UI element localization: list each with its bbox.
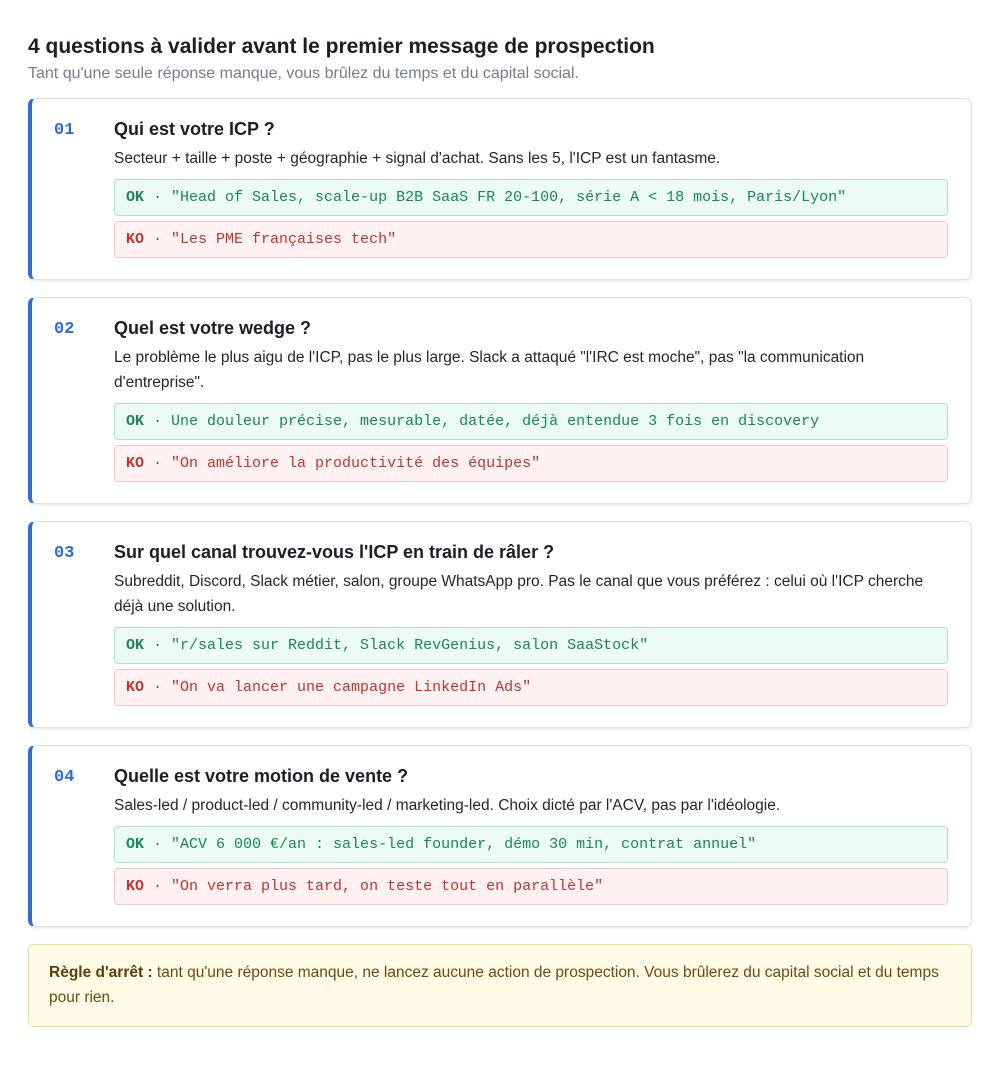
question-description: Le problème le plus aigu de l'ICP, pas le plus large. Slack a attaqué "l'IRC est moche", pas "la communication d'entreprise". <box>114 349 865 391</box>
ko-example-text: "On va lancer une campagne LinkedIn Ads" <box>171 679 532 696</box>
question-number: 01 <box>54 121 75 140</box>
ok-example-text: Une douleur précise, mesurable, datée, déjà entendue 3 fois en discovery <box>171 413 820 430</box>
question-card-02 <box>28 297 972 504</box>
separator: · <box>144 637 172 654</box>
question-description: Subreddit, Discord, Slack métier, salon, groupe WhatsApp pro. Pas le canal que vous préférez : celui où l'ICP cherche déjà une solution. <box>114 573 924 615</box>
stop-rule-label: Règle d'arrêt : <box>49 964 153 981</box>
separator: · <box>144 836 172 853</box>
separator: · <box>144 679 172 696</box>
ok-example <box>114 826 948 863</box>
question-card-04 <box>28 745 972 927</box>
ko-label: KO <box>126 455 145 472</box>
ko-label: KO <box>126 679 145 696</box>
separator: · <box>144 231 172 248</box>
question-card-03 <box>28 521 972 728</box>
separator: · <box>144 413 172 430</box>
ko-example-text: "On verra plus tard, on teste tout en parallèle" <box>171 878 604 895</box>
question-card-01 <box>28 98 972 280</box>
ok-example-text: "r/sales sur Reddit, Slack RevGenius, salon SaaStock" <box>171 637 649 654</box>
separator: · <box>144 455 172 472</box>
question-number: 02 <box>54 320 75 339</box>
ko-example <box>114 445 948 482</box>
ko-example <box>114 868 948 905</box>
ok-example-text: "Head of Sales, scale-up B2B SaaS FR 20-100, série A < 18 mois, Paris/Lyon" <box>171 189 847 206</box>
question-title: Quelle est votre motion de vente ? <box>114 766 409 786</box>
ok-label: OK <box>126 189 145 206</box>
ok-label: OK <box>126 836 145 853</box>
question-description: Secteur + taille + poste + géographie + signal d'achat. Sans les 5, l'ICP est un fantasme. <box>114 150 721 167</box>
page-subtitle: Tant qu'une seule réponse manque, vous brûlez du temps et du capital social. <box>28 65 579 82</box>
ok-label: OK <box>126 637 145 654</box>
question-title: Qui est votre ICP ? <box>114 119 275 139</box>
ok-example-text: "ACV 6 000 €/an : sales-led founder, démo 30 min, contrat annuel" <box>171 836 757 853</box>
question-number: 04 <box>54 768 75 787</box>
ko-example <box>114 669 948 706</box>
ok-example <box>114 627 948 664</box>
question-number: 03 <box>54 544 75 563</box>
page <box>28 34 972 1027</box>
question-description: Sales-led / product-led / community-led / marketing-led. Choix dicté par l'ACV, pas par l'idéologie. <box>114 797 781 814</box>
ko-label: KO <box>126 231 145 248</box>
ok-label: OK <box>126 413 145 430</box>
ok-example <box>114 403 948 440</box>
stop-rule-text: tant qu'une réponse manque, ne lancez aucune action de prospection. Vous brûlerez du capital social et du temps pour rien. <box>49 964 939 1006</box>
ko-label: KO <box>126 878 145 895</box>
ko-example-text: "On améliore la productivité des équipes" <box>171 455 541 472</box>
separator: · <box>144 878 172 895</box>
question-list <box>28 98 972 927</box>
ko-example <box>114 221 948 258</box>
stop-rule-callout <box>28 944 972 1027</box>
separator: · <box>144 189 172 206</box>
question-title: Quel est votre wedge ? <box>114 318 312 338</box>
ok-example <box>114 179 948 216</box>
question-title: Sur quel canal trouvez-vous l'ICP en train de râler ? <box>114 542 555 562</box>
page-title: 4 questions à valider avant le premier message de prospection <box>28 35 655 58</box>
ko-example-text: "Les PME françaises tech" <box>171 231 397 248</box>
